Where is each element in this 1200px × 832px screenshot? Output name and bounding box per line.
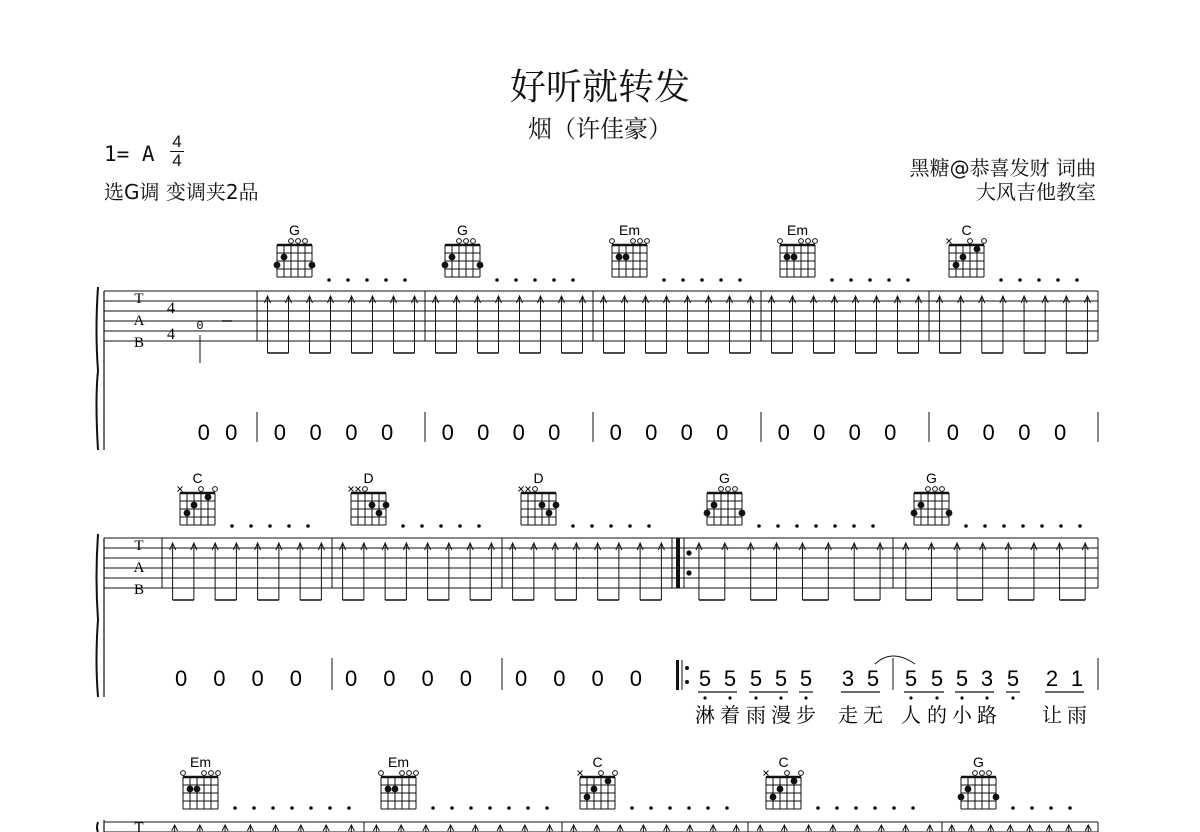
- chord-dot: [911, 510, 918, 517]
- beat-dot: [271, 806, 275, 810]
- beat-dot: [230, 524, 234, 528]
- beat-dot: [309, 806, 313, 810]
- system-brace: [97, 822, 98, 832]
- chord-open-string: [631, 239, 636, 244]
- chord-open-string: [533, 487, 538, 492]
- chord-open-string: [414, 771, 419, 776]
- melody-low-dot: [985, 696, 988, 699]
- numbered-note: 0: [1018, 420, 1031, 445]
- chord-dot: [777, 786, 784, 793]
- beat-dot: [776, 524, 780, 528]
- beat-dot: [871, 524, 875, 528]
- chord-dot: [392, 786, 399, 793]
- lyric-char: 雨: [746, 703, 766, 727]
- numbered-note: 0: [1054, 420, 1067, 445]
- chord-dot: [369, 502, 376, 509]
- beat-dot: [999, 278, 1003, 282]
- tab-letter-t: T: [134, 538, 144, 554]
- chord-dot: [385, 786, 392, 793]
- melody-note: 5: [698, 666, 712, 691]
- beat-dot: [687, 806, 691, 810]
- numbered-note: 0: [197, 420, 210, 445]
- beat-dot: [906, 278, 910, 282]
- beat-dot: [1011, 806, 1015, 810]
- chord-open-string: [613, 771, 618, 776]
- lyric-char: 人: [901, 703, 921, 727]
- chord-name: G: [289, 222, 300, 238]
- chord-open-string: [213, 487, 218, 492]
- repeat-dot: [686, 570, 691, 575]
- numbered-note: 0: [251, 666, 264, 691]
- key-signature: 1= A: [104, 142, 155, 166]
- beat-dot: [719, 278, 723, 282]
- numbered-note: 0: [421, 666, 434, 691]
- beat-dot: [439, 524, 443, 528]
- chord-dot: [965, 786, 972, 793]
- lyric-char: 的: [927, 703, 947, 727]
- numbered-note: 0: [309, 420, 322, 445]
- time-signature-top: 4: [172, 132, 182, 151]
- chord-dot: [960, 254, 967, 261]
- beat-dot: [571, 278, 575, 282]
- numbered-note: 0: [716, 420, 729, 445]
- melody-note: 5: [955, 666, 969, 691]
- beat-dot: [495, 278, 499, 282]
- melody-note: 5: [774, 666, 788, 691]
- beat-dot: [662, 278, 666, 282]
- chord-dot: [591, 786, 598, 793]
- tab-letter-t: T: [134, 291, 144, 307]
- lyric-char: 着: [720, 703, 740, 727]
- repeat-thick-bar: [676, 538, 680, 588]
- beat-dot: [252, 806, 256, 810]
- chord-open-string: [799, 771, 804, 776]
- chord-name: Em: [388, 754, 409, 770]
- lyric-char: 淋: [695, 703, 715, 727]
- melody-low-dot: [804, 696, 807, 699]
- beat-dot: [233, 806, 237, 810]
- beat-dot: [1075, 278, 1079, 282]
- beat-dot: [268, 524, 272, 528]
- numbered-note: 0: [459, 666, 472, 691]
- beat-dot: [590, 524, 594, 528]
- chord-name: G: [457, 222, 468, 238]
- beat-dot: [649, 806, 653, 810]
- beat-dot: [873, 806, 877, 810]
- chord-open-string: [785, 771, 790, 776]
- chord-name: C: [961, 222, 972, 238]
- beat-dot: [1068, 806, 1072, 810]
- chord-dot: [187, 786, 194, 793]
- beat-dot: [725, 806, 729, 810]
- chord-dot: [281, 254, 288, 261]
- tab-letter-b: B: [133, 335, 145, 351]
- beat-dot: [849, 278, 853, 282]
- melody-note: 5: [904, 666, 918, 691]
- beat-dot: [384, 278, 388, 282]
- beat-dot: [1040, 524, 1044, 528]
- tab-letter-a: A: [133, 560, 145, 576]
- beat-dot: [647, 524, 651, 528]
- beat-dot: [1030, 806, 1034, 810]
- chord-dot: [770, 794, 777, 801]
- chord-open-string: [968, 239, 973, 244]
- beat-dot: [571, 524, 575, 528]
- numbered-note: 0: [680, 420, 693, 445]
- chord-dot: [274, 262, 281, 269]
- chord-dot: [442, 262, 449, 269]
- numbered-note: 0: [609, 420, 622, 445]
- numbered-note: 0: [548, 420, 561, 445]
- beat-dot: [526, 806, 530, 810]
- numbered-note: 0: [441, 420, 454, 445]
- chord-name: C: [592, 754, 603, 770]
- numbered-note: 0: [848, 420, 861, 445]
- beat-dot: [964, 524, 968, 528]
- chord-dot: [704, 510, 711, 517]
- melody-low-dot: [779, 696, 782, 699]
- numbered-note: 0: [175, 666, 188, 691]
- chord-dot: [605, 778, 612, 785]
- credit-lyrics-music: 黑糖@恭喜发财 词曲: [909, 156, 1096, 180]
- melody-low-dot: [703, 696, 706, 699]
- beat-dot: [795, 524, 799, 528]
- chord-open-string: [407, 771, 412, 776]
- lyric-char: 小: [952, 703, 972, 727]
- beat-dot: [533, 278, 537, 282]
- numbered-note: 0: [515, 666, 528, 691]
- beat-dot: [488, 806, 492, 810]
- tab-time-bottom: 4: [167, 326, 175, 343]
- beat-dot: [346, 278, 350, 282]
- chord-name: C: [778, 754, 789, 770]
- chord-open-string: [289, 239, 294, 244]
- melody-note: 5: [930, 666, 944, 691]
- melody-note: 5: [866, 666, 880, 691]
- chord-name: Em: [787, 222, 808, 238]
- chord-open-string: [199, 487, 204, 492]
- numbered-note: 0: [512, 420, 525, 445]
- beat-dot: [431, 806, 435, 810]
- melody-low-dot: [909, 696, 912, 699]
- beat-dot: [401, 524, 405, 528]
- beat-dot: [835, 806, 839, 810]
- system-brace: [97, 287, 99, 450]
- artist-subtitle: 烟（许佳豪）: [528, 115, 672, 143]
- chord-dot: [546, 510, 553, 517]
- chord-name: G: [973, 754, 984, 770]
- lyric-char: 雨: [1067, 703, 1087, 727]
- chord-open-string: [645, 239, 650, 244]
- beat-dot: [552, 278, 556, 282]
- numbered-note: 0: [813, 420, 826, 445]
- time-signature-bottom: 4: [172, 151, 182, 170]
- beat-dot: [814, 524, 818, 528]
- beat-dot: [306, 524, 310, 528]
- lyric-char: 让: [1042, 703, 1062, 727]
- chord-dot: [477, 262, 484, 269]
- chord-name: G: [719, 470, 730, 486]
- melody-low-dot: [754, 696, 757, 699]
- lyric-char: 无: [863, 703, 883, 727]
- chord-dot: [194, 786, 201, 793]
- chord-open-string: [464, 239, 469, 244]
- beat-dot: [365, 278, 369, 282]
- chord-open-string: [980, 771, 985, 776]
- tab-letter-a: A: [133, 313, 145, 329]
- chord-dot: [449, 254, 456, 261]
- beat-dot: [1049, 806, 1053, 810]
- chord-dot: [184, 510, 191, 517]
- song-title: 好听就转发: [509, 67, 690, 108]
- beat-dot: [328, 806, 332, 810]
- chord-open-string: [813, 239, 818, 244]
- beat-dot: [450, 806, 454, 810]
- melody-note: 3: [980, 666, 994, 691]
- capo-note: 选G调 变调夹2品: [104, 180, 259, 204]
- chord-dot: [191, 502, 198, 509]
- beat-dot: [287, 524, 291, 528]
- beat-dot: [290, 806, 294, 810]
- chord-open-string: [610, 239, 615, 244]
- chord-open-string: [940, 487, 945, 492]
- tab-letter-b: B: [133, 582, 145, 598]
- chord-dot: [953, 262, 960, 269]
- chord-dot: [958, 794, 965, 801]
- chord-dot: [584, 794, 591, 801]
- chord-open-string: [638, 239, 643, 244]
- melody-note: 5: [723, 666, 737, 691]
- chord-name: D: [533, 470, 544, 486]
- melody-low-dot: [960, 696, 963, 699]
- numbered-note: 0: [345, 666, 358, 691]
- numbered-note: 0: [225, 420, 238, 445]
- chord-dot: [791, 254, 798, 261]
- chord-dot: [309, 262, 316, 269]
- beat-dot: [1056, 278, 1060, 282]
- chord-open-string: [799, 239, 804, 244]
- numbered-note: 0: [645, 420, 658, 445]
- beat-dot: [1021, 524, 1025, 528]
- chord-name: Em: [190, 754, 211, 770]
- numbered-note: 0: [213, 666, 226, 691]
- beat-dot: [1078, 524, 1082, 528]
- chord-open-string: [926, 487, 931, 492]
- beat-dot: [403, 278, 407, 282]
- beat-dot: [458, 524, 462, 528]
- chord-open-string: [933, 487, 938, 492]
- beat-dot: [327, 278, 331, 282]
- beat-dot: [668, 806, 672, 810]
- chord-dot: [993, 794, 1000, 801]
- beat-dot: [1037, 278, 1041, 282]
- chord-open-string: [400, 771, 405, 776]
- beat-dot: [609, 524, 613, 528]
- beat-dot: [830, 278, 834, 282]
- chord-open-string: [296, 239, 301, 244]
- chord-open-string: [973, 771, 978, 776]
- beat-dot: [1002, 524, 1006, 528]
- beat-dot: [630, 806, 634, 810]
- melody-low-dot: [935, 696, 938, 699]
- chord-open-string: [778, 239, 783, 244]
- melody-tie: [875, 656, 915, 664]
- beat-dot: [469, 806, 473, 810]
- chord-name: Em: [619, 222, 640, 238]
- chord-open-string: [982, 239, 987, 244]
- beat-dot: [983, 524, 987, 528]
- beat-dot: [833, 524, 837, 528]
- beat-dot: [706, 806, 710, 810]
- beat-dot: [892, 806, 896, 810]
- numbered-note: 0: [946, 420, 959, 445]
- beat-dot: [545, 806, 549, 810]
- chord-open-string: [806, 239, 811, 244]
- numbered-note: 0: [553, 666, 566, 691]
- chord-dot: [791, 778, 798, 785]
- beat-dot: [249, 524, 253, 528]
- numbered-note: 0: [982, 420, 995, 445]
- chord-dot: [623, 254, 630, 261]
- chord-open-string: [599, 771, 604, 776]
- lyric-char: 漫: [771, 703, 791, 727]
- beat-dot: [347, 806, 351, 810]
- beat-dot: [868, 278, 872, 282]
- melody-low-dot: [1011, 696, 1014, 699]
- numbered-repeat-thick: [676, 660, 679, 690]
- melody-note: 5: [749, 666, 763, 691]
- tab-time-top: 4: [167, 300, 175, 317]
- numbered-note: 0: [381, 420, 394, 445]
- melody-low-dot: [728, 696, 731, 699]
- numbered-note: 0: [289, 666, 302, 691]
- beat-dot: [1018, 278, 1022, 282]
- beat-dot: [757, 524, 761, 528]
- beat-dot: [911, 806, 915, 810]
- chord-open-string: [987, 771, 992, 776]
- lyric-char: 路: [977, 703, 997, 727]
- chord-name: G: [926, 470, 937, 486]
- beat-dot: [681, 278, 685, 282]
- beat-dot: [514, 278, 518, 282]
- beat-dot: [852, 524, 856, 528]
- chord-open-string: [733, 487, 738, 492]
- beat-dot: [420, 524, 424, 528]
- numbered-repeat-dot: [685, 680, 689, 684]
- numbered-note: 0: [884, 420, 897, 445]
- chord-open-string: [209, 771, 214, 776]
- system-brace: [97, 534, 99, 697]
- numbered-repeat-dot: [685, 666, 689, 670]
- chord-open-string: [363, 487, 368, 492]
- chord-open-string: [303, 239, 308, 244]
- melody-note: 3: [841, 666, 855, 691]
- beat-dot: [507, 806, 511, 810]
- beat-dot: [700, 278, 704, 282]
- chord-open-string: [726, 487, 731, 492]
- chord-dot: [616, 254, 623, 261]
- chord-dot: [739, 510, 746, 517]
- numbered-note: 0: [777, 420, 790, 445]
- chord-open-string: [202, 771, 207, 776]
- beat-dot: [477, 524, 481, 528]
- chord-dot: [205, 494, 212, 501]
- numbered-note: 0: [345, 420, 358, 445]
- tab-letter-t: T: [134, 820, 144, 832]
- chord-dot: [946, 510, 953, 517]
- chord-name: D: [363, 470, 374, 486]
- chord-dot: [784, 254, 791, 261]
- numbered-note: 0: [591, 666, 604, 691]
- numbered-note: 0: [383, 666, 396, 691]
- chord-dot: [539, 502, 546, 509]
- numbered-note: 0: [477, 420, 490, 445]
- chord-name: C: [192, 470, 203, 486]
- chord-open-string: [181, 771, 186, 776]
- chord-dot: [711, 502, 718, 509]
- numbered-note: 0: [273, 420, 286, 445]
- beat-dot: [887, 278, 891, 282]
- beat-dot: [1059, 524, 1063, 528]
- tab-fret-number: 0: [196, 319, 204, 333]
- chord-open-string: [719, 487, 724, 492]
- chord-open-string: [216, 771, 221, 776]
- beat-dot: [738, 278, 742, 282]
- lyric-char: 步: [796, 703, 816, 727]
- repeat-dot: [686, 550, 691, 555]
- melody-note: 5: [799, 666, 813, 691]
- chord-dot: [383, 502, 390, 509]
- credit-arranger: 大风吉他教室: [976, 180, 1096, 204]
- melody-note: 2: [1045, 666, 1059, 691]
- melody-note: 1: [1070, 666, 1084, 691]
- chord-dot: [376, 510, 383, 517]
- chord-open-string: [379, 771, 384, 776]
- melody-note: 5: [1006, 666, 1020, 691]
- beat-dot: [816, 806, 820, 810]
- numbered-note: 0: [629, 666, 642, 691]
- chord-dot: [918, 502, 925, 509]
- chord-open-string: [457, 239, 462, 244]
- chord-open-string: [471, 239, 476, 244]
- beat-dot: [628, 524, 632, 528]
- chord-dot: [553, 502, 560, 509]
- chord-dot: [974, 246, 981, 253]
- lyric-char: 走: [838, 703, 858, 727]
- beat-dot: [854, 806, 858, 810]
